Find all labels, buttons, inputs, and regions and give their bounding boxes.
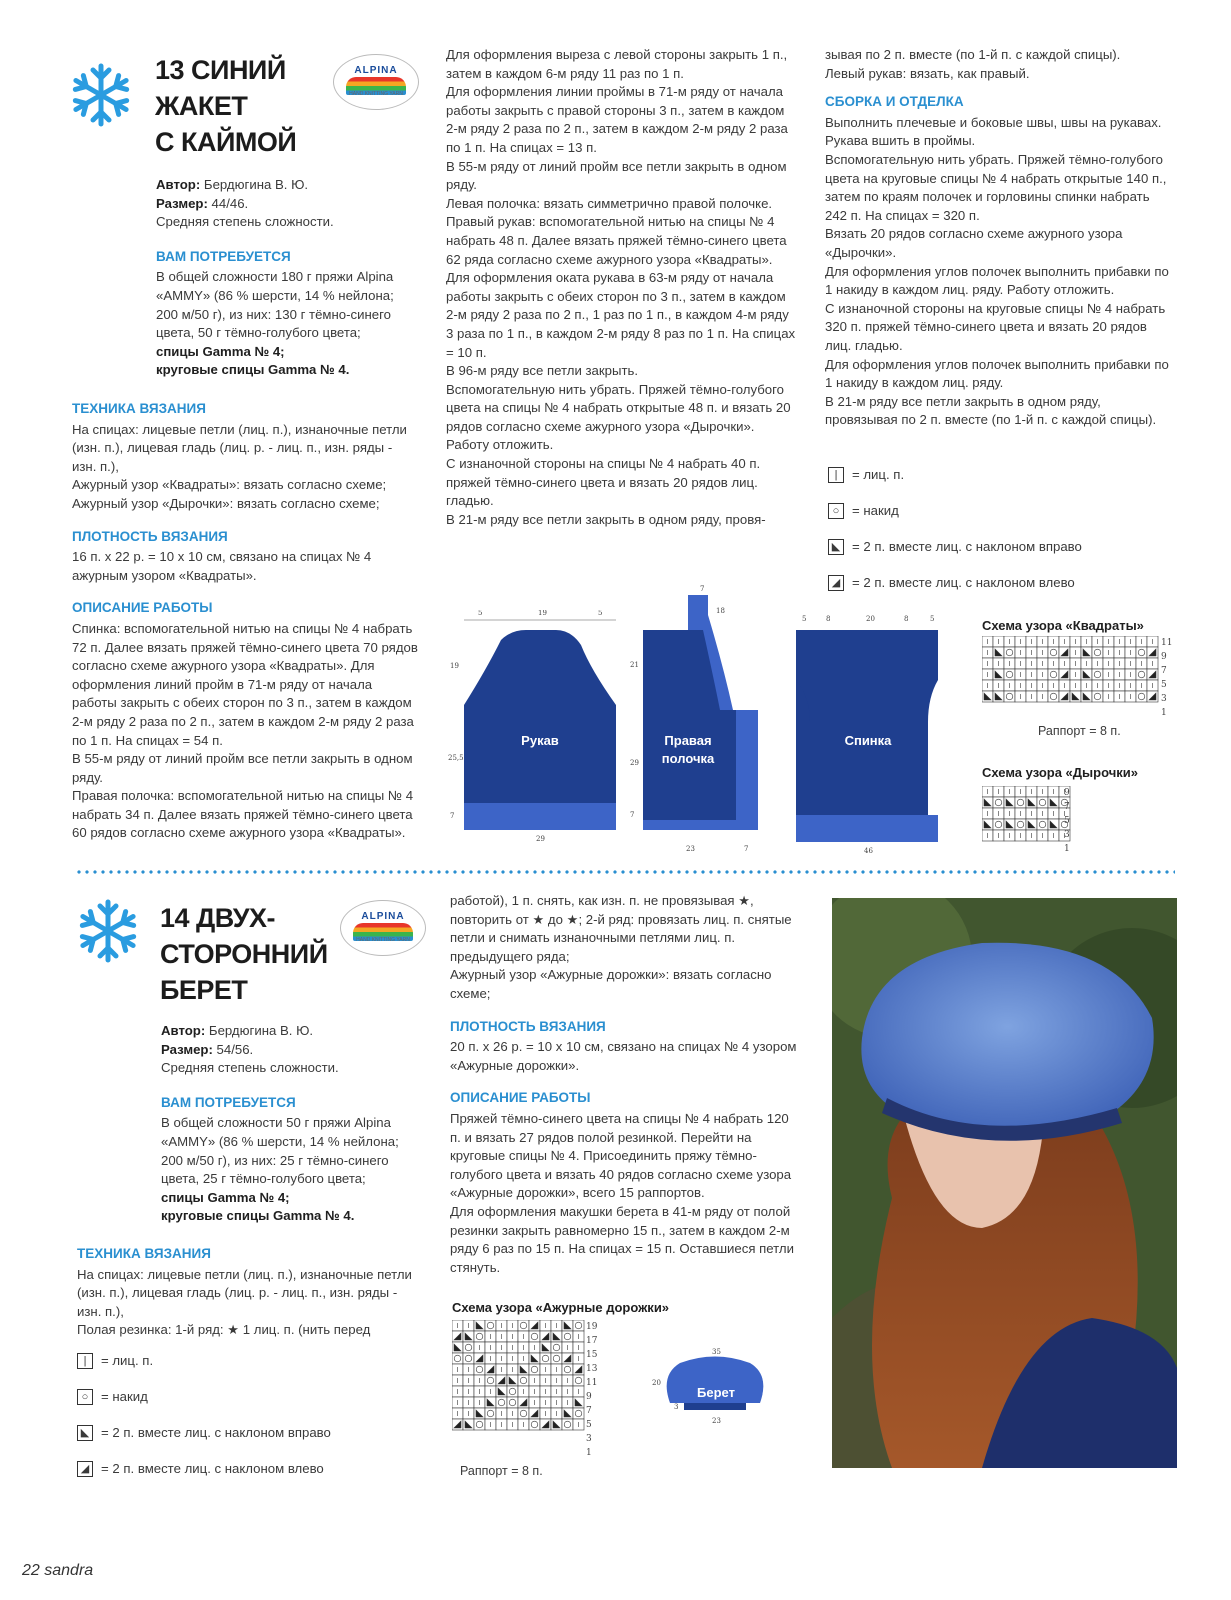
row-number: 7	[1064, 802, 1070, 812]
chart-cell	[1015, 819, 1026, 830]
density-heading: ПЛОТНОСТЬ ВЯЗАНИЯ	[72, 528, 228, 544]
chart-cell	[474, 1364, 485, 1375]
legend-item: ○ = накид	[77, 1386, 331, 1408]
chart-cell	[452, 1353, 463, 1364]
chart-holes	[982, 786, 1082, 856]
beret-schematic	[650, 1345, 780, 1425]
knit-symbol-icon: |	[77, 1353, 93, 1369]
project13-title: 13 СИНИЙ ЖАКЕТ С КАЙМОЙ	[155, 55, 297, 157]
dim-label: 7	[450, 812, 455, 820]
chart-cell	[562, 1419, 573, 1430]
page-footer: 22 sandra	[22, 1562, 94, 1579]
chart-cell	[1015, 797, 1026, 808]
row-number: 17	[586, 1336, 598, 1346]
chart-cell	[1092, 647, 1103, 658]
chart-cell	[507, 1397, 518, 1408]
chart-cell	[463, 1353, 474, 1364]
legend-item: | = лиц. п.	[828, 464, 1082, 486]
chart-cell	[551, 1353, 562, 1364]
dim-label: 19	[538, 610, 547, 617]
legend-item: ○ = накид	[828, 500, 1082, 522]
materials-heading: ВАМ ПОТРЕБУЕТСЯ	[161, 1094, 296, 1110]
technique-heading: ТЕХНИКА ВЯЗАНИЯ	[77, 1246, 211, 1261]
back-label: Спинка	[844, 733, 892, 748]
materials-text: В общей сложности 180 г пряжи Alpina «AMMY» (86 % шерсти, 14 % нейлона; 200 м/50 г), из них: 130 г тёмно-синего цвета, 50 г тёмно-голубого цвета;	[156, 269, 394, 341]
chart-cell	[1004, 647, 1015, 658]
chart-paths	[452, 1320, 602, 1462]
chart-squares-title: Схема узора «Квадраты»	[982, 618, 1144, 633]
sleeve-label: Рукав	[521, 733, 559, 748]
dim-label: 35	[712, 1348, 721, 1356]
project13-legend	[828, 464, 1082, 608]
k2tog-right-icon: ◣	[77, 1425, 93, 1441]
row-number: 3	[586, 1434, 592, 1444]
row-number: 9	[1064, 788, 1070, 798]
chart-cell	[474, 1331, 485, 1342]
chart-cell	[573, 1375, 584, 1386]
chart-cell	[1136, 691, 1147, 702]
chart-squares	[982, 636, 1172, 720]
chart-cell	[1092, 691, 1103, 702]
chart-cell	[485, 1375, 496, 1386]
chart-cell	[518, 1320, 529, 1331]
chart-cell	[485, 1320, 496, 1331]
project14-title: 14 ДВУХ- СТОРОННИЙ БЕРЕТ	[160, 903, 328, 1005]
density-heading: ПЛОТНОСТЬ ВЯЗАНИЯ	[450, 1018, 606, 1034]
chart-cell	[551, 1342, 562, 1353]
legend-item: ◢ = 2 п. вместе лиц. с наклоном влево	[828, 572, 1082, 594]
row-number: 19	[586, 1322, 598, 1332]
row-number: 3	[1064, 830, 1070, 840]
chart-cell	[1092, 669, 1103, 680]
beret-photo	[832, 898, 1177, 1468]
row-number: 5	[586, 1420, 592, 1430]
chart-cell	[562, 1331, 573, 1342]
chart-cell	[993, 797, 1004, 808]
chart-holes-title: Схема узора «Дырочки»	[982, 765, 1138, 780]
chart-cell	[1004, 669, 1015, 680]
chart-cell	[507, 1386, 518, 1397]
dim-label: 20	[652, 1379, 661, 1387]
dim-label: 21	[630, 661, 639, 669]
row-number: 7	[1161, 666, 1167, 676]
dim-label: 20	[866, 615, 875, 623]
model-illustration	[832, 898, 1177, 1468]
chart-cell	[1004, 691, 1015, 702]
chart-cell	[540, 1353, 551, 1364]
dim-label: 5	[930, 615, 935, 623]
project14-meta: Автор: Бердюгина В. Ю. Размер: 54/56. Средняя степень сложности. ВАМ ПОТРЕБУЕТСЯ В общей сложности 50 г пряжи Alpina «AMMY» (86 % шерсти, 14 % нейлона; 200 м/50 г), из них: 25 г тёмно-синего цвета, 25 г тёмно-голубого цвета; спицы Gamma № 4; круговые спицы Gamma № 4.	[161, 1022, 423, 1226]
row-number: 7	[586, 1406, 592, 1416]
chart-cell	[1037, 819, 1048, 830]
row-number: 11	[586, 1378, 598, 1388]
chart-cell	[529, 1419, 540, 1430]
chart-cell	[1037, 797, 1048, 808]
row-number: 5	[1064, 816, 1070, 826]
front-label-line1: Правая	[664, 733, 712, 748]
chart-paths-repeat: Раппорт = 8 п.	[460, 1464, 543, 1478]
project13-left-column: ТЕХНИКА ВЯЗАНИЯ На спицах: лицевые петли (лиц. п.), изнаночные петли (изн. п.), лицевая гладь (лиц. р. - лиц. п., изн. ряды - изн. п.), Ажурный узор «Квадраты»: вязать согласно схеме; Ажурный узор «Дырочки»: вязать согласно схеме; ПЛОТНОСТЬ ВЯЗАНИЯ 16 п. х 22 р. = 10 х 10 см, связано на спицах № 4 ажурным узором «Квадраты». ОПИСАНИЕ РАБОТЫ Спинка: вспомогательной нитью на спицы № 4 набрать 72 п. Далее вязать пряжей тёмно-синего цвета 70 рядов согласно схеме ажурного узора «Квадраты». Для оформления линий пройм в 71-м ряду от начала работы закрыть с обеих сторон по 3 п., затем в каждом 2-м ряду 2 раза по 2 п., затем в каждом 2-м ряду 2 раза по 1 п. На спицах = 54 п. В 55-м ряду от линий пройм все петли закрыть в одном ряду. Правая полочка: вспомогательной нитью на спицы № 4 набрать 34 п. Далее вязать пряжей тёмно-синего цвета 60 рядов согласно схеме ажурного узора «Квадраты».	[72, 392, 420, 843]
dim-label: 18	[716, 607, 725, 615]
dim-label: 25,5	[448, 754, 464, 762]
dim-label: 23	[712, 1417, 721, 1425]
row-number: 13	[586, 1364, 598, 1374]
chart-cell	[562, 1364, 573, 1375]
alpina-logo: ALPINA HAND KNITTING YARN	[340, 900, 426, 956]
yarn-over-icon: ○	[77, 1389, 93, 1405]
work-heading: ОПИСАНИЕ РАБОТЫ	[72, 600, 213, 616]
snowflake-icon	[75, 898, 141, 964]
assembly-heading: СБОРКА И ОТДЕЛКА	[825, 94, 964, 110]
alpina-logo: ALPINA HAND KNITTING YARN	[333, 54, 419, 110]
row-number: 1	[1161, 708, 1167, 718]
row-number: 9	[586, 1392, 592, 1402]
k2tog-right-icon: ◣	[828, 539, 844, 555]
chart-paths-title: Схема узора «Ажурные дорожки»	[452, 1300, 670, 1315]
dim-label: 5	[802, 615, 807, 623]
chart-squares-repeat: Раппорт = 8 п.	[1038, 724, 1121, 738]
technique-heading: ТЕХНИКА ВЯЗАНИЯ	[72, 401, 206, 416]
row-number: 1	[586, 1448, 592, 1458]
chart-cell	[496, 1397, 507, 1408]
chart-cell	[1048, 647, 1059, 658]
dim-label: 7	[630, 811, 635, 819]
row-number: 9	[1161, 652, 1167, 662]
row-number: 3	[1161, 694, 1167, 704]
chart-cell	[529, 1331, 540, 1342]
materials-text: В общей сложности 50 г пряжи Alpina «AMMY» (86 % шерсти, 14 % нейлона; 200 м/50 г), из них: 25 г тёмно-синего цвета, 25 г тёмно-голубого цвета;	[161, 1115, 399, 1187]
chart-cell	[573, 1408, 584, 1419]
chart-cell	[993, 819, 1004, 830]
front-label-line2: полочка	[661, 751, 715, 766]
snowflake-icon	[68, 62, 134, 128]
row-number: 15	[586, 1350, 598, 1360]
row-number: 5	[1161, 680, 1167, 690]
dim-label: 23	[686, 845, 695, 853]
chart-cell	[518, 1375, 529, 1386]
project14-left-column: ТЕХНИКА ВЯЗАНИЯ На спицах: лицевые петли (лиц. п.), изнаночные петли (изн. п.), лицевая гладь (лиц. р. - лиц. п., изн. ряды - изн. п.), Полая резинка: 1-й ряд: ★ 1 лиц. п. (нить перед	[77, 1237, 423, 1340]
project13-meta: Автор: Бердюгина В. Ю. Размер: 44/46. Средняя степень сложности. ВАМ ПОТРЕБУЕТСЯ В общей сложности 180 г пряжи Alpina «AMMY» (86 % шерсти, 14 % нейлона; 200 м/50 г), из них: 130 г тёмно-синего цвета, 50 г тёмно-голубого цвета; спицы Gamma № 4; круговые спицы Gamma № 4.	[156, 176, 418, 380]
chart-cell	[463, 1342, 474, 1353]
project14-legend	[77, 1350, 331, 1494]
section-divider	[75, 870, 1175, 874]
k2tog-left-icon: ◢	[828, 575, 844, 591]
work-heading: ОПИСАНИЕ РАБОТЫ	[450, 1090, 591, 1106]
row-number: 11	[1161, 638, 1172, 648]
chart-cell	[485, 1408, 496, 1419]
dim-label: 5	[598, 610, 603, 617]
dim-label: 19	[450, 662, 459, 670]
legend-item: | = лиц. п.	[77, 1350, 331, 1372]
dim-label: 46	[864, 847, 873, 855]
legend-item: ◣ = 2 п. вместе лиц. с наклоном вправо	[77, 1422, 331, 1444]
row-number: 1	[1064, 844, 1070, 854]
dim-label: 29	[630, 759, 639, 767]
chart-cell	[1048, 669, 1059, 680]
dim-label: 8	[826, 615, 831, 623]
dim-label: 29	[536, 835, 545, 843]
project13-right-column: зывая по 2 п. вместе (по 1-й п. с каждой спицы). Левый рукав: вязать, как правый. СБОРКА И ОТДЕЛКА Выполнить плечевые и боковые швы, швы на рукавах. Рукава вшить в проймы. Вспомогательную нить убрать. Пряжей тёмно-голубого цвета на круговые спицы № 4 набрать открытые 140 п., затем по краям полочек и горловины спинки набрать 242 п. На спицах = 320 п. Вязать 20 рядов согласно схеме ажурного узора «Дырочки». Для оформления углов полочек выполнить прибавки по 1 накиду в каждом лиц. ряду. Работу отложить. С изнаночной стороны на круговые спицы № 4 набрать 320 п. пряжей тёмно-синего цвета и вязать 20 рядов лиц. гладью. Для оформления углов полочек выполнить прибавки по 1 накиду в каждом лиц. ряду. В 21-м ряду все петли закрыть в одном ряду, провязывая по 2 п. вместе (по 1-й п. с каждой спицы).	[825, 47, 1169, 428]
knit-symbol-icon: |	[828, 467, 844, 483]
front-schematic	[628, 585, 768, 855]
legend-item: ◣ = 2 п. вместе лиц. с наклоном вправо	[828, 536, 1082, 558]
beret-label: Берет	[697, 1385, 735, 1400]
chart-cell	[518, 1408, 529, 1419]
dim-label: 3	[674, 1403, 679, 1411]
project14-middle-column: работой), 1 п. снять, как изн. п. не провязывая ★, повторить от ★ до ★; 2-й ряд: провязать лиц. п. снятые петли и снимать изнаночными петлями лиц. п. предыдущего ряда; Ажурный узор «Ажурные дорожки»: вязать согласно схеме; ПЛОТНОСТЬ ВЯЗАНИЯ 20 п. х 26 р. = 10 х 10 см, связано на спицах № 4 узором «Ажурные дорожки». ОПИСАНИЕ РАБОТЫ Пряжей тёмно-синего цвета на спицы № 4 набрать 120 п. и вязать 27 рядов полой резинкой. Перейти на круговые спицы № 4. Присоединить пряжу тёмно-голубого цвета и вязать 40 рядов согласно схеме узора «Ажурные дорожки», всего 15 раппортов. Для оформления макушки берета в 41-м ряду от полой резинки закрыть равномерно 15 п., затем в каждом 2-м ряду 6 раз по 15 п. На спицах = 15 п. Оставшиеся петли стянуть.	[450, 892, 802, 1277]
dim-label: 7	[744, 845, 749, 853]
dim-label: 5	[478, 610, 483, 617]
chart-cell	[573, 1320, 584, 1331]
dim-label: 7	[700, 585, 705, 593]
chart-cell	[1048, 691, 1059, 702]
materials-heading: ВАМ ПОТРЕБУЕТСЯ	[156, 248, 291, 264]
chart-cell	[474, 1419, 485, 1430]
project13-middle-column: Для оформления выреза с левой стороны закрыть 1 п., затем в каждом 6-м ряду 11 раз по 1 п. Для оформления линии проймы в 71-м ряду от начала работы закрыть с правой стороны 3 п., затем в каждом 2-м ряду 2 раза по 2 п., затем в каждом 2-м ряду 2 раза по 1 п. На спицах = 13 п. В 55-м ряду от линий пройм все петли закрыть в одном ряду. Левая полочка: вязать симметрично правой полочке. Правый рукав: вспомогательной нитью на спицы № 4 набрать 48 п. Далее вязать пряжей тёмно-синего цвета 62 ряда согласно схеме ажурного узора «Квадраты». Для оформления оката рукава в 63-м ряду от начала работы закрыть с обеих сторон по 3 п., затем в каждом 2-м ряду 2 раза по 2 п., 1 раз по 1 п., в каждом 4-м ряду 3 раза по 1 п., в каждом 2-м ряду 8 раз по 1 п. На спицах = 10 п. В 96-м ряду все петли закрыть. Вспомогательную нить убрать. Пряжей тёмно-голубого цвета на спицы № 4 набрать открытые 48 п. и вязать 20 рядов согласно схеме ажурного узора «Дырочки». Работу отложить. С изнаночной стороны на спицы № 4 набрать 40 п. пряжей тёмно-синего цвета и вязать 20 рядов лиц. гладью. В 21-м ряду все петли закрыть в одном ряду, провя-	[446, 47, 796, 527]
chart-cell	[1136, 669, 1147, 680]
yarn-over-icon: ○	[828, 503, 844, 519]
chart-cell	[1136, 647, 1147, 658]
dim-label: 8	[904, 615, 909, 623]
sleeve-schematic	[446, 610, 621, 845]
legend-item: ◢ = 2 п. вместе лиц. с наклоном влево	[77, 1458, 331, 1480]
k2tog-left-icon: ◢	[77, 1461, 93, 1477]
back-schematic	[788, 612, 948, 855]
chart-cell	[529, 1364, 540, 1375]
